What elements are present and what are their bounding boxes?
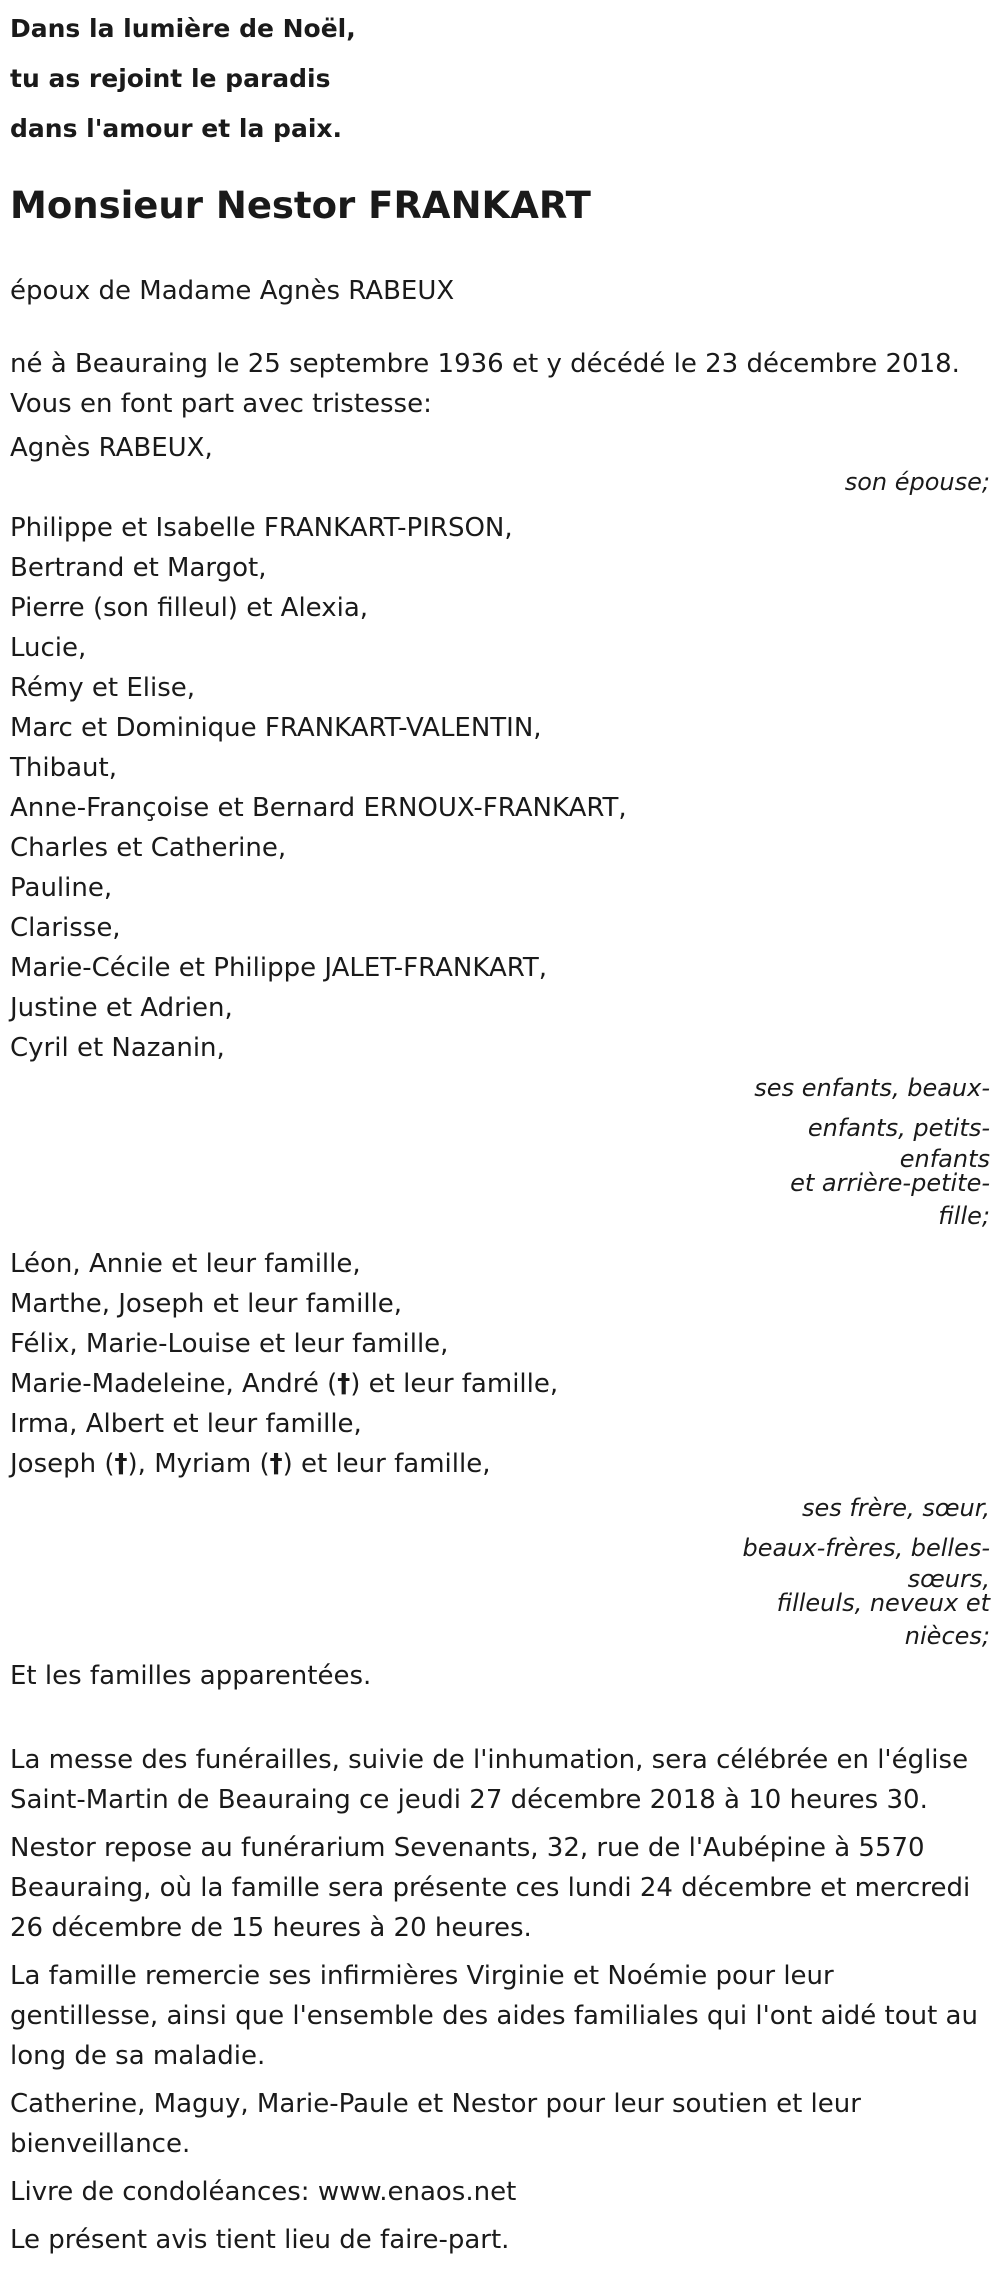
list-item: Cyril et Nazanin, (10, 1033, 225, 1063)
poem-line: tu as rejoint le paradis (10, 64, 331, 93)
list-item (10, 1444, 990, 1484)
list-item: Justine et Adrien, (10, 993, 233, 1023)
children-list (10, 508, 990, 1068)
relation-line: beaux-frères, belles- (742, 1534, 990, 1562)
siblings-relation (710, 1488, 990, 1656)
relation-line: fille; (938, 1202, 990, 1230)
relation-line: enfants, petits- (807, 1114, 990, 1142)
siblings-list (10, 1244, 990, 1484)
relation-line: et arrière-petite- (790, 1169, 990, 1197)
relation-line: ses enfants, beaux- (754, 1074, 990, 1102)
relation-line: filleuls, neveux et (776, 1589, 990, 1617)
condolence-line: Livre de condoléances: www.enaos.net (10, 2177, 517, 2207)
list-item: Thibaut, (10, 753, 117, 783)
list-item: Charles et Catherine, (10, 833, 287, 863)
children-relation (740, 1068, 990, 1236)
cross-icon: † (114, 1449, 128, 1479)
relation-line: enfants (899, 1145, 990, 1173)
list-item-text: Marie-Madeleine, André ( (10, 1369, 338, 1399)
list-item-text: ), Myriam ( (127, 1449, 270, 1479)
list-item: Pauline, (10, 873, 113, 903)
list-item: Rémy et Elise, (10, 673, 196, 703)
list-item (10, 1364, 990, 1404)
notice-line: Le présent avis tient lieu de faire-part. (10, 2225, 510, 2255)
obituary-notice (10, 0, 990, 2260)
intro-line: Vous en font part avec tristesse: (10, 389, 432, 419)
poem-line: Dans la lumière de Noël, (10, 14, 356, 43)
spouse-line: époux de Madame Agnès RABEUX (10, 276, 455, 306)
list-item: Philippe et Isabelle FRANKART-PIRSON, (10, 513, 513, 543)
list-item: Irma, Albert et leur famille, (10, 1409, 362, 1439)
relation-line: sœurs, (907, 1565, 990, 1593)
poem-line: dans l'amour et la paix. (10, 114, 343, 143)
cross-icon: † (269, 1449, 283, 1479)
funeral-paragraph: La messe des funérailles, suivie de l'inhumation, sera célébrée en l'église Saint-Martin de Beauraing ce jeudi 27 décembre 2018 à 10 heures 30. (10, 1745, 969, 1815)
list-item: Clarisse, (10, 913, 121, 943)
list-item-text: ) et leur famille, (350, 1369, 559, 1399)
list-item-text: ) et leur famille, (282, 1449, 491, 1479)
spouse-name: Agnès RABEUX, (10, 433, 213, 463)
list-item: Pierre (son filleul) et Alexia, (10, 593, 369, 623)
families-line: Et les familles apparentées. (10, 1661, 372, 1691)
deceased-name: Monsieur Nestor FRANKART (10, 184, 591, 227)
spouse-relation: son épouse; (844, 468, 990, 496)
list-item: Marie-Cécile et Philippe JALET-FRANKART, (10, 953, 548, 983)
list-item: Marc et Dominique FRANKART-VALENTIN, (10, 713, 542, 743)
wake-paragraph: Nestor repose au funérarium Sevenants, 32, rue de l'Aubépine à 5570 Beauraing, où la famille sera présente ces lundi 24 décembre et mercredi 26 décembre de 15 heures à 20 heures. (10, 1833, 971, 1943)
thanks-paragraph-2: Catherine, Maguy, Marie-Paule et Nestor pour leur soutien et leur bienveillance. (10, 2089, 861, 2159)
list-item: Marthe, Joseph et leur famille, (10, 1289, 403, 1319)
list-item: Léon, Annie et leur famille, (10, 1249, 361, 1279)
list-item: Félix, Marie-Louise et leur famille, (10, 1329, 449, 1359)
list-item-text: Joseph ( (10, 1449, 115, 1479)
relation-line: ses frère, sœur, (801, 1494, 990, 1522)
list-item: Bertrand et Margot, (10, 553, 267, 583)
birth-death-line: né à Beauraing le 25 septembre 1936 et y décédé le 23 décembre 2018. (10, 349, 960, 379)
cross-icon: † (337, 1369, 351, 1399)
thanks-paragraph: La famille remercie ses infirmières Virginie et Noémie pour leur gentillesse, ainsi que l'ensemble des aides familiales qui l'ont aidé tout au long de sa maladie. (10, 1961, 978, 2071)
poem (10, 4, 990, 154)
relation-line: nièces; (904, 1622, 990, 1650)
list-item: Lucie, (10, 633, 87, 663)
list-item: Anne-Françoise et Bernard ERNOUX-FRANKART, (10, 793, 627, 823)
